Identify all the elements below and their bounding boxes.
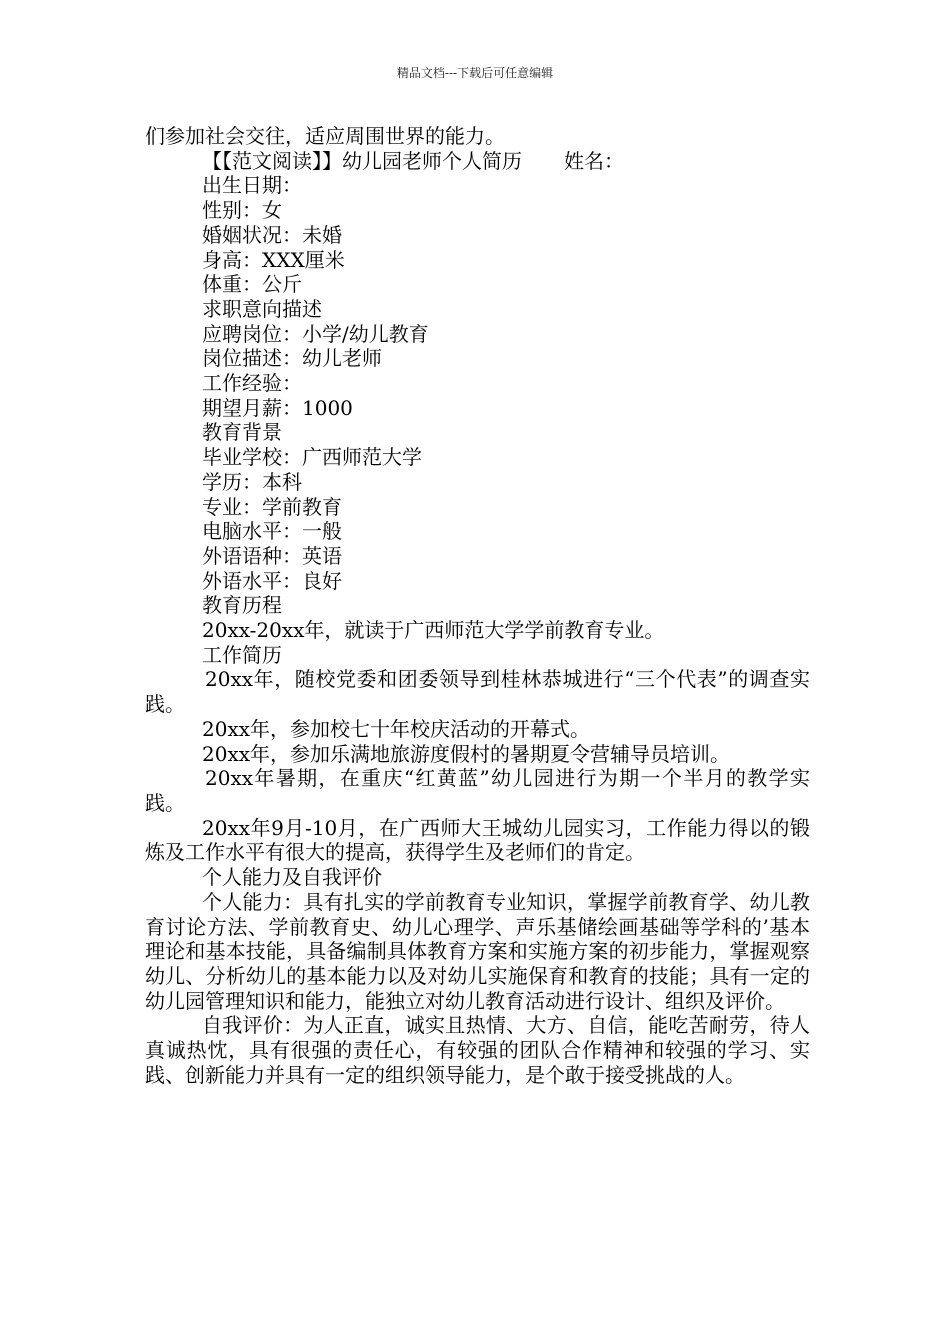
job-info-description: 岗位描述：幼儿老师 — [202, 346, 382, 371]
education-degree: 学历：本科 — [202, 469, 302, 494]
page-header: 精品文档---下载后可任意编辑 — [396, 66, 554, 80]
job-info-experience: 工作经验： — [202, 371, 302, 396]
ability-paragraph: 个人能力：具有扎实的学前教育专业知识，掌握学前教育学、幼儿教育讨论方法、学前教育史、幼儿心理学、声乐基储绘画基础等学科的’基本理论和基本技能，具备编制具体教育方案和实施方案的初步能力，掌握观察幼儿、分析幼儿的基本能力以及对幼儿实施保育和教育的技能；具有一定的幼儿园管理知识和能力，能独立对幼儿教育活动进行设计、组织及评价。 — [145, 889, 810, 1013]
basic-info-birthdate: 出生日期： — [202, 173, 302, 198]
education-history-heading: 教育历程 — [202, 593, 282, 618]
self-evaluation-paragraph: 自我评价：为人正直，诚实且热情、大方、自信，能吃苦耐劳，待人真诚热忱，具有很强的责任心，有较强的团队合作精神和较强的学习、实践、创新能力并具有一定的组织领导能力，是个敢于接受挑战的人。 — [145, 1013, 810, 1087]
basic-info-gender: 性别：女 — [202, 198, 282, 223]
education-computer-level: 电脑水平：一般 — [202, 519, 342, 544]
education-language-level: 外语水平：良好 — [202, 568, 342, 593]
education-history-item: 20xx-20xx年，就读于广西师范大学学前教育专业。 — [202, 618, 665, 643]
job-info-salary: 期望月薪：1000 — [202, 395, 353, 420]
basic-info-marital-status: 婚姻状况：未婚 — [202, 222, 342, 247]
work-history-item: 20xx年9月-10月，在广西师大王城幼儿园实习，工作能力得以的锻炼及工作水平有很大的提高，获得学生及老师们的肯定。 — [145, 815, 810, 865]
document-body — [145, 124, 810, 1087]
education-foreign-language: 外语语种：英语 — [202, 543, 342, 568]
education-school: 毕业学校：广西师范大学 — [202, 445, 422, 470]
name-label: 姓名： — [564, 148, 624, 173]
education-heading: 教育背景 — [202, 420, 282, 445]
job-info-position: 应聘岗位：小学/幼儿教育 — [202, 321, 429, 346]
resume-title-line — [145, 149, 810, 174]
resume-title: 【【范文阅读】】幼儿园老师个人简历 — [202, 148, 522, 173]
work-history-item: 20xx年，参加校七十年校庆活动的开幕式。 — [202, 716, 591, 741]
ability-heading: 个人能力及自我评价 — [202, 865, 382, 890]
work-history-item: 20xx年，参加乐满地旅游度假村的暑期夏令营辅导员培训。 — [202, 741, 731, 766]
intro-tail-paragraph: 们参加社会交往，适应周围世界的能力。 — [145, 124, 505, 148]
job-intent-heading: 求职意向描述 — [202, 296, 322, 321]
basic-info-height: 身高：XXX厘米 — [202, 247, 345, 272]
work-history-item: 20xx年，随校党委和团委领导到桂林恭城进行“三个代表”的调查实践。 — [145, 667, 810, 717]
basic-info-weight: 体重：公斤 — [202, 272, 302, 297]
work-history-heading: 工作简历 — [202, 642, 282, 667]
work-history-item: 20xx年暑期，在重庆“红黄蓝”幼儿园进行为期一个半月的教学实践。 — [145, 766, 810, 815]
education-major: 专业：学前教育 — [202, 494, 342, 519]
